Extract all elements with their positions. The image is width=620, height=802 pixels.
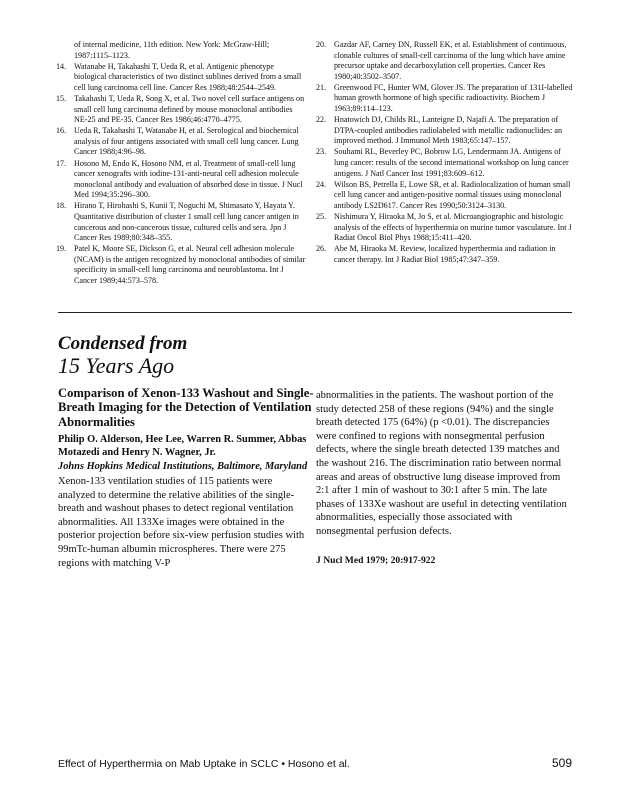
section-heading-line1: Condensed from	[58, 333, 188, 354]
abstract-left-column: Xenon-133 ventilation studies of 115 patients were analyzed to determine the relative abilities of the single-breath and washout phases to detect regional ventilation abnormalities. All 133Xe images were obtained in the posterior projection before six-view perfusion studies with 99mTc-human albumin microspheres. There were 275 regions with matching V-P	[58, 476, 305, 569]
reference-24: 24. Wilson BS, Petrella E, Lowe SR, et al. Radiolocalization of human small cell lung cancer and antigen-positive normal tissues using monoclonal antibody LS2D617. Cancer Res 1990;50:3124–3130.	[316, 179, 571, 210]
reference-25: 25. Nishimura Y, Hiraoka M, Jo S, et al. Microangiographic and histologic analysis of the effects of hyperthermia on murine tumor vasculature. Int J Radiat Oncol Biol Phys 1988;15:411–420.	[316, 212, 572, 243]
reference-19: 19. Patel K, Moore SE, Dickson G, et al. Neural cell adhesion molecule (NCAM) is the antigen recognized by monoclonal antibodies of similar specificity in small-cell lung carcinoma and neuroblastoma. Int J Cancer 1989;44:573–578.	[56, 244, 306, 286]
reference-16: 16. Ueda R, Takahashi T, Watanabe H, et al. Serological and biochemical analysis of four antigens associated with small cell lung cancer. Lung Cancer 1988;4:96–98.	[56, 126, 299, 157]
article-citation: J Nucl Med 1979; 20:917-922	[316, 555, 436, 566]
reference-13-continued: of internal medicine, 11th edition. New York: McGraw-Hill; 1987:1115–1123.	[74, 40, 270, 60]
reference-15: 15. Takahashi T, Ueda R, Song X, et al. Two novel cell surface antigens on small cell lung carcinoma defined by mouse monoclonal antibodies NE-25 and PE-35. Cancer Res 1986;46:4770–4775.	[56, 93, 305, 125]
running-title: Effect of Hyperthermia on Mab Uptake in SCLC • Hosono et al.	[58, 758, 350, 770]
abstract-right-column: abnormalities in the patients. The washout portion of the study detected 258 of these regions (94%) and the single breath detected 175 (64%) (p <0.01). The discrepancies were confined to regions with nonsegmental perfusion defects, where the single breath detected 139 matches and the washout 216. The discrimination ratio between normal areas and areas of obstructive lung disease improved from 2:1 after 1 min of washout to 30:1 after 5 min. The late phases of 133Xe washout are useful in detecting ventilation abnormalities, especially those associated with nonsegmental perfusion defects.	[316, 390, 567, 537]
reference-21: 21. Greenwood FC, Hunter WM, Glover JS. The preparation of 131I-labelled human growth hormone of high specific radioactivity. Biochem J 1963;89:114–123.	[316, 82, 573, 114]
article-authors: Philip O. Alderson, Hee Lee, Warren R. Summer, Abbas Motazedi and Henry N. Wagner, Jr.	[58, 434, 307, 458]
reference-23: 23. Souhami RL, Beverley PC, Bobrow LG, Lendermann JA. Antigens of lung cancer: results of the second international workshop on lung cancer antigens. J Natl Cancer Inst 1991;83:609–612.	[316, 147, 569, 178]
section-heading	[58, 333, 358, 377]
reference-14: 14. Watanabe H, Takahashi T, Ueda R, et al. Antigenic phenotype biological characteristics of two distinct sublines derived from a small cell lung carcinoma cell line. Cancer Res 1988;48:2544–2549.	[56, 61, 302, 92]
article-institution: Johns Hopkins Medical Institutions, Baltimore, Maryland	[58, 461, 308, 472]
reference-22: 22. Hnatowich DJ, Childs RL, Lanteigne D, Najafi A. The preparation of DTPA-coupled antibodies radiolabeled with metallic radionuclides: an improved method. J Immunol Meth 1983;65:147–157.	[316, 115, 563, 146]
reference-20: 20. Gazdar AF, Carney DN, Russell EK, et al. Establishment of continuous, clonable cultures of small-cell carcinoma of the lung which have amine precursor uptake and decarboxylation cell properties. Cancer Res 1980;40:3502–3507.	[316, 40, 567, 81]
article-title: Comparison of Xenon-133 Washout and Single-Breath Imaging for the Detection of Ventilation Abnormalities	[58, 386, 314, 429]
references-left-column	[56, 40, 306, 287]
section-divider	[58, 312, 572, 313]
reference-18: 18. Hirano T, Hirohashi S, Kunii T, Noguchi M, Shimasato Y, Hayata Y. Quantitative distribution of cluster 1 small cell lung cancer antigen in cancerous and non-cancerous tissue, cultured cells and sera. Jpn J Cancer Res 1989;80:348–355.	[56, 201, 299, 243]
reference-26: 26. Abe M, Hiraoka M. Review, localized hyperthermia and radiation in cancer therapy. Int J Radiat Biol 1985;47:347–359.	[316, 244, 556, 264]
section-heading-line2: 15 Years Ago	[58, 353, 175, 378]
reference-17: 17. Hosono M, Endo K, Hosono NM, et al. Treatment of small-cell lung cancer xenografts with iodine-131-anti-neural cell adhesion molecule monoclonal antibody and evaluation of absorbed dose in tissue. J Nucl Med 1994;35:296–300.	[56, 158, 303, 200]
references-right-column	[316, 40, 574, 266]
page-number: 509	[551, 756, 572, 770]
